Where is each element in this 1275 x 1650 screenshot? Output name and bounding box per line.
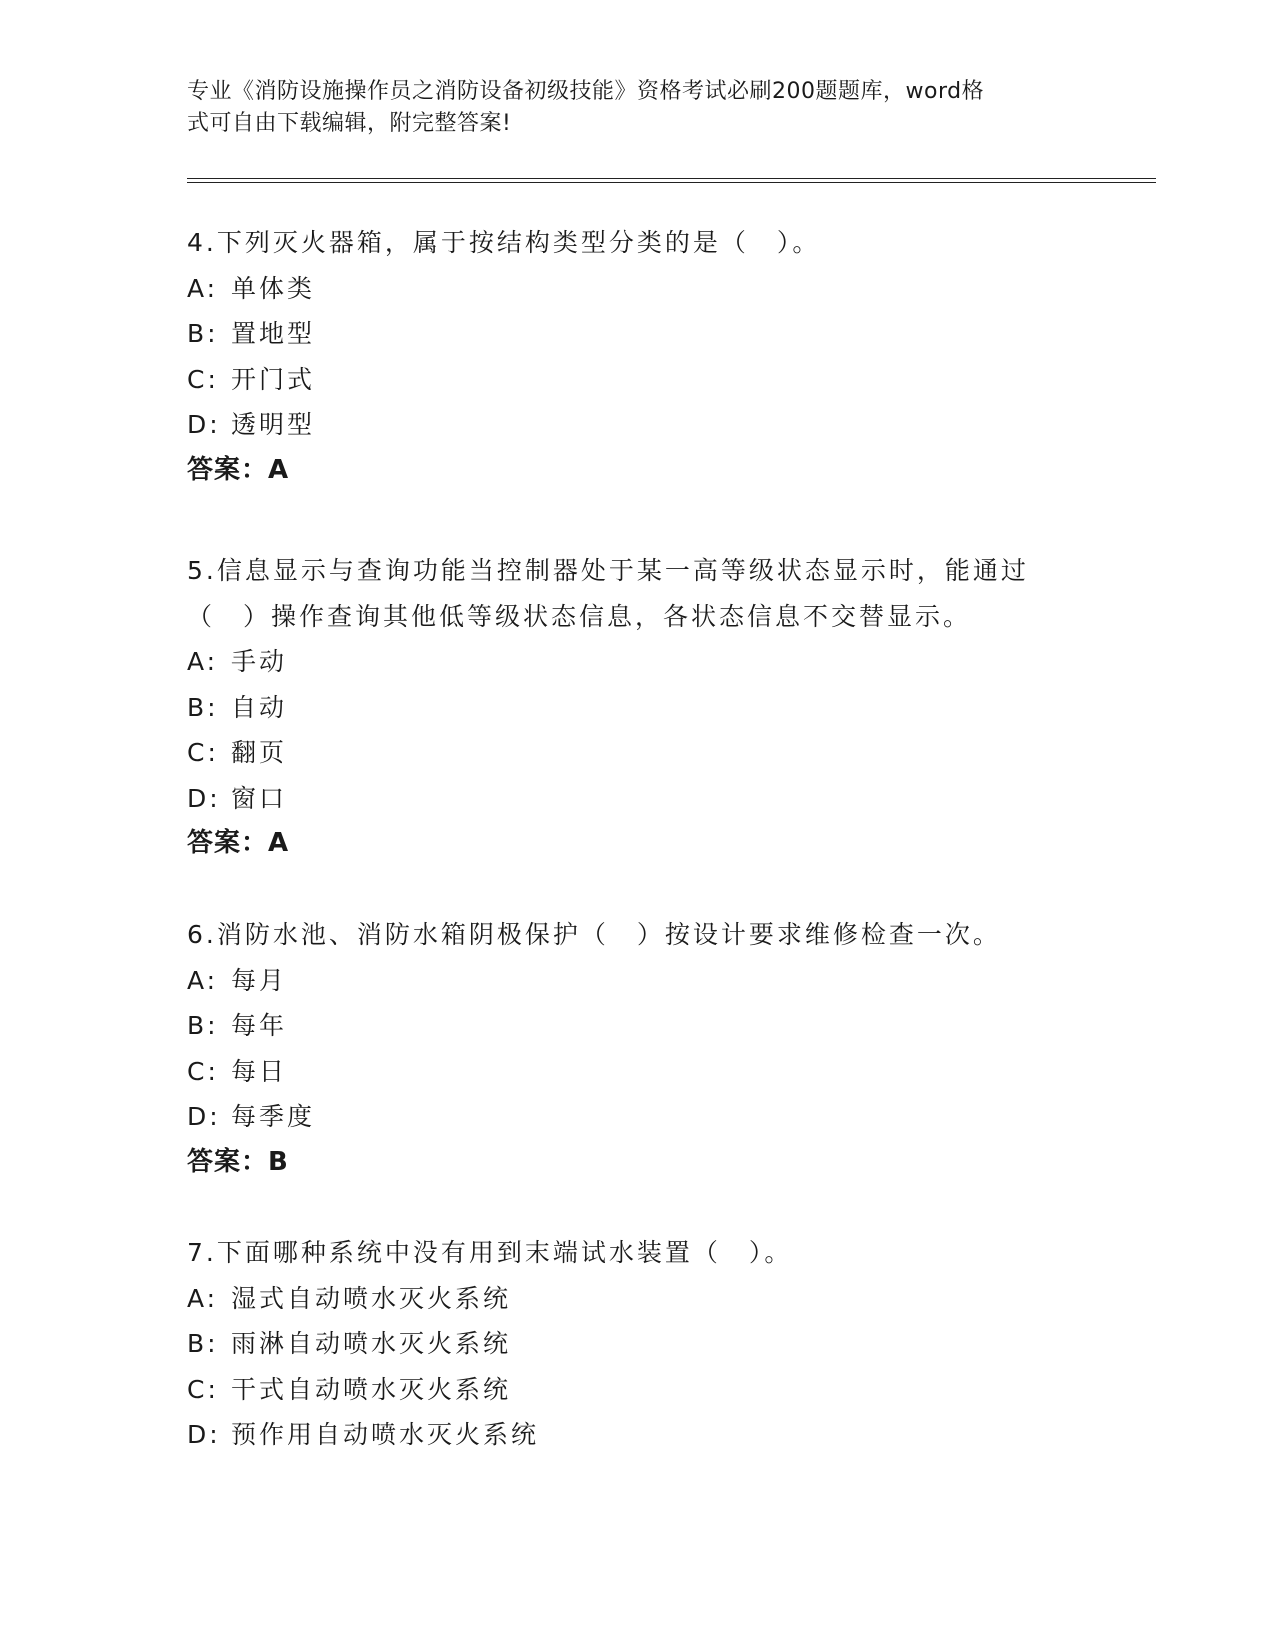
option-key: C: bbox=[187, 1374, 219, 1404]
option-key: C: bbox=[187, 1056, 219, 1086]
option-c bbox=[187, 357, 1087, 403]
option-d bbox=[187, 402, 1087, 448]
option-text: 干式自动喷水灭火系统 bbox=[231, 1374, 512, 1404]
option-b bbox=[187, 1321, 1087, 1367]
option-key: A: bbox=[187, 1283, 219, 1313]
option-key: B: bbox=[187, 1011, 219, 1040]
question-stem: 5.信息显示与查询功能当控制器处于某一高等级状态显示时，能通过 bbox=[187, 556, 1029, 585]
option-text: 预作用自动喷水灭火系统 bbox=[231, 1420, 540, 1449]
option-text: 透明型 bbox=[231, 410, 316, 439]
document-header bbox=[187, 76, 1087, 140]
option-key: C: bbox=[187, 364, 219, 394]
question-5 bbox=[187, 548, 1087, 867]
option-a bbox=[187, 1276, 1087, 1322]
option-key: B: bbox=[187, 1329, 219, 1358]
question-4 bbox=[187, 220, 1087, 493]
question-stem: 4.下列灭火器箱，属于按结构类型分类的是（ ）。 bbox=[187, 228, 821, 257]
option-key: C: bbox=[187, 738, 219, 767]
question-stem-continued: （ ）操作查询其他低等级状态信息，各状态信息不交替显示。 bbox=[187, 601, 972, 631]
option-key: D: bbox=[187, 410, 221, 439]
question-stem: 6.消防水池、消防水箱阴极保护（ ）按设计要求维修检查一次。 bbox=[187, 920, 1001, 949]
option-a bbox=[187, 639, 1087, 685]
option-text: 每月 bbox=[231, 965, 288, 995]
option-key: D: bbox=[187, 783, 221, 813]
option-text: 单体类 bbox=[231, 273, 316, 303]
header-line-2: 式可自由下载编辑，附完整答案! bbox=[187, 111, 512, 136]
option-key: B: bbox=[187, 319, 219, 348]
option-text: 每日 bbox=[231, 1056, 288, 1086]
option-b bbox=[187, 311, 1087, 357]
answer: 答案：B bbox=[187, 1146, 289, 1177]
option-b bbox=[187, 685, 1087, 731]
option-c bbox=[187, 1049, 1087, 1095]
option-a bbox=[187, 266, 1087, 312]
option-d bbox=[187, 1094, 1087, 1140]
option-text: 翻页 bbox=[231, 738, 288, 767]
option-a bbox=[187, 958, 1087, 1004]
option-c bbox=[187, 1367, 1087, 1413]
option-text: 置地型 bbox=[231, 319, 316, 348]
header-line-1: 专业《消防设施操作员之消防设备初级技能》资格考试必刷200题题库，word格 bbox=[187, 79, 985, 104]
question-7 bbox=[187, 1230, 1087, 1458]
answer: 答案：A bbox=[187, 454, 290, 485]
header-divider bbox=[187, 178, 1156, 183]
option-b bbox=[187, 1003, 1087, 1049]
option-key: A: bbox=[187, 647, 219, 676]
option-key: D: bbox=[187, 1102, 221, 1131]
option-text: 窗口 bbox=[231, 783, 288, 813]
option-text: 自动 bbox=[231, 692, 288, 722]
option-text: 湿式自动喷水灭火系统 bbox=[231, 1283, 512, 1313]
answer: 答案：A bbox=[187, 828, 290, 858]
option-key: B: bbox=[187, 692, 219, 722]
option-key: A: bbox=[187, 273, 219, 303]
option-c bbox=[187, 730, 1087, 776]
option-key: D: bbox=[187, 1420, 221, 1449]
option-text: 手动 bbox=[231, 647, 288, 676]
option-key: A: bbox=[187, 965, 219, 995]
option-text: 每年 bbox=[231, 1011, 288, 1040]
question-6 bbox=[187, 912, 1087, 1185]
option-text: 每季度 bbox=[231, 1102, 316, 1131]
option-text: 开门式 bbox=[231, 364, 316, 394]
option-d bbox=[187, 776, 1087, 822]
question-stem: 7.下面哪种系统中没有用到末端试水装置（ ）。 bbox=[187, 1238, 793, 1267]
option-d bbox=[187, 1412, 1087, 1458]
option-text: 雨淋自动喷水灭火系统 bbox=[231, 1329, 512, 1358]
